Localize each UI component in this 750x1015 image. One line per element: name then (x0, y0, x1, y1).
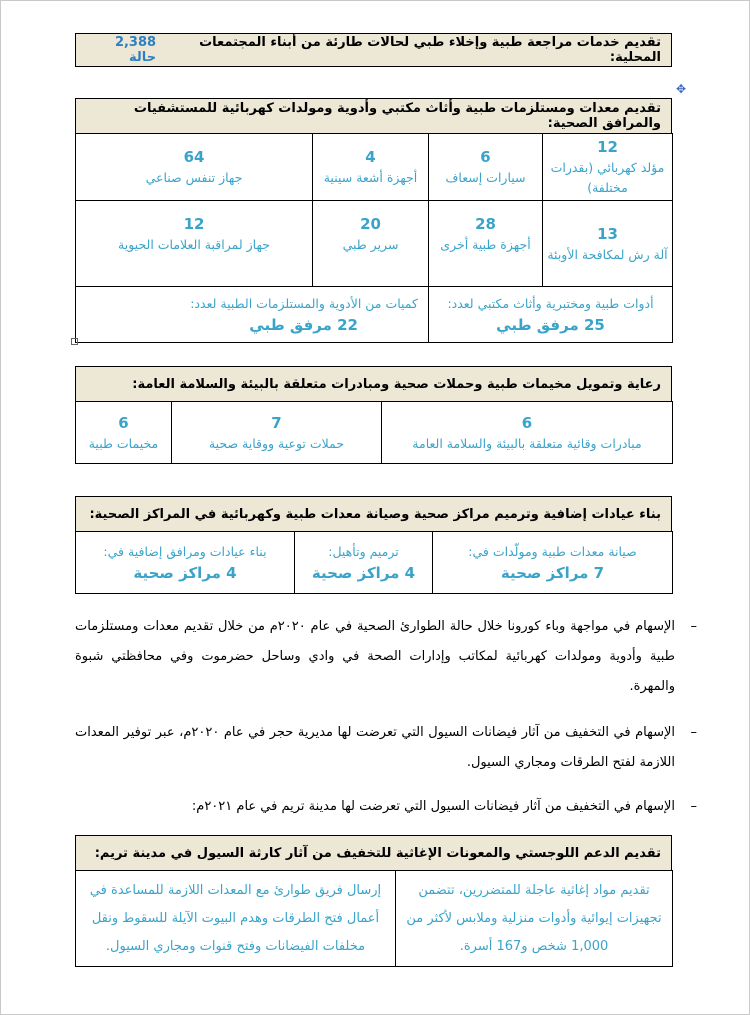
clinic-cell: صيانة معدات طبية ومولّدات في: 7 مراكز صحية (433, 532, 673, 594)
equipment-cell: 28 أجهزة طبية أخرى (429, 201, 543, 287)
clinic-cell: بناء عيادات ومرافق إضافية في: 4 مراكز صحية (76, 532, 295, 594)
facilities-cell: أدوات طبية ومختبرية وأثاث مكتبي لعدد: 25 مرفق طبي (429, 287, 673, 343)
page-title-box (75, 33, 672, 67)
equipment-cell: 6 سيارات إسعاف (429, 134, 543, 201)
equipment-cell: 4 أجهزة أشعة سينية (313, 134, 429, 201)
aid-cell: إرسال فريق طوارئ مع المعدات اللازمة للمساعدة في أعمال فتح الطرقات وهدم البيوت الآيلة للسقوط ونقل مخلفات الفيضانات وفتح قنوات ومجاري السيول. (76, 871, 396, 967)
section1-header: تقديم معدات ومستلزمات طبية وأثاث مكتبي وأدوية ومولدات كهربائية للمستشفيات والمرافق الصحية: (75, 98, 672, 134)
aid-cell: تقديم مواد إغاثية عاجلة للمتضررين، تتضمن تجهيزات إيوائية وأدوات منزلية وملابس لأكثر من 1,000 شخص و167 أسرة. (396, 871, 673, 967)
campaign-cell: 6 مبادرات وقائية متعلقة بالبيئة والسلامة العامة (382, 402, 673, 464)
equipment-cell: 12 جهاز لمراقبة العلامات الحيوية (76, 201, 313, 287)
section4-header: تقديم الدعم اللوجستي والمعونات الإغاثية للتخفيف من آثار كارثة السيول في مدينة تريم: (75, 835, 672, 871)
table-resize-handle[interactable] (71, 338, 78, 345)
section2-table (75, 401, 673, 464)
table-move-handle-icon[interactable]: ✥ (676, 82, 687, 96)
bullet-dash: – (690, 725, 697, 740)
section3-header: بناء عيادات إضافية وترميم مراكز صحية وصيانة معدات طبية وكهربائية في المراكز الصحية: (75, 496, 672, 532)
page-title: تقديم خدمات مراجعة طبية وإخلاء طبي لحالات طارئة من أبناء المجتمعات المحلية: (199, 35, 661, 65)
section1-table (75, 133, 673, 343)
facilities-cell: كميات من الأدوية والمستلزمات الطبية لعدد: 22 مرفق طبي (76, 287, 429, 343)
equipment-cell: 20 سرير طبي (313, 201, 429, 287)
page-title-count: 2,388 حالة (114, 35, 157, 65)
bullet-dash: – (690, 619, 697, 634)
bullet-paragraph: – الإسهام في التخفيف من آثار فيضانات السيول التي تعرضت لها مدينة تريم في عام ٢٠٢١م: (75, 792, 675, 822)
clinic-cell: ترميم وتأهيل: 4 مراكز صحية (295, 532, 433, 594)
section2-header: رعاية وتمويل مخيمات طبية وحملات صحية ومبادرات متعلقة بالبيئة والسلامة العامة: (75, 366, 672, 402)
campaign-cell: 6 مخيمات طبية (76, 402, 172, 464)
equipment-cell: 64 جهاز تنفس صناعي (76, 134, 313, 201)
campaign-cell: 7 حملات توعية ووقاية صحية (172, 402, 382, 464)
bullet-dash: – (690, 799, 697, 814)
equipment-cell: 13 آلة رش لمكافحة الأوبئة (543, 201, 673, 287)
equipment-cell: 12 مؤلد كهربائي (بقدرات مختلفة) (543, 134, 673, 201)
bullet-paragraph: – الإسهام في التخفيف من آثار فيضانات السيول التي تعرضت لها مديرية حجر في عام ٢٠٢٠م، عبر توفير المعدات اللازمة لفتح الطرقات ومجاري السيول. (75, 718, 675, 778)
section3-table (75, 531, 673, 594)
section4-table (75, 870, 673, 967)
bullet-paragraph: – الإسهام في مواجهة وباء كورونا خلال حالة الطوارئ الصحية في عام ٢٠٢٠م من خلال تقديم معدات ومستلزمات طبية وأدوية ومولدات كهربائية لمكاتب وإدارات الصحة في وادي وساحل حضرموت وفي محافظتي شبوة والمهرة. (75, 612, 675, 702)
